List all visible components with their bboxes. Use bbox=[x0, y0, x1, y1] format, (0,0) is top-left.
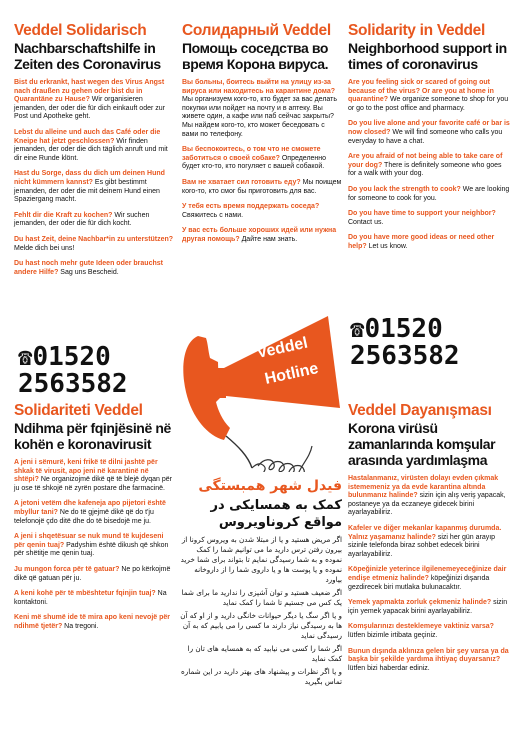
qa-item bbox=[348, 186, 510, 203]
question-text: Keni më shumë ide të mira apo keni nevojë për ndihmë tjetër? bbox=[14, 614, 170, 630]
english-section bbox=[348, 22, 510, 252]
phone-line1: 01520 bbox=[364, 314, 443, 344]
qa-item bbox=[14, 236, 174, 253]
answer-text: sizin için yemek yapacak birini ayarlayabiliriz. bbox=[348, 599, 508, 615]
english-title: Solidarity in Veddel bbox=[348, 22, 485, 39]
telephone-icon: ☎ bbox=[350, 315, 365, 343]
hotline-line2: Hotline bbox=[263, 360, 320, 388]
german-subtitle: Nachbarschaftshilfe in Zeiten des Coronavirus bbox=[14, 40, 161, 72]
answer-text: lütfen bizi haberdar ediniz. bbox=[348, 664, 430, 672]
question-text: Do you have more good ideas or need other help? bbox=[348, 234, 495, 250]
answer-text: Ne do të gjejmë dikë që do t'ju telefonojë çdo ditë dhe do të bisedojë me ju. bbox=[14, 508, 154, 525]
question-text: Hast du Sorge, dass du dich um deinen Hund nicht kümmern kannst? bbox=[14, 170, 165, 186]
question-text: A jeni i sëmurë, keni frikë të dilni jashtë për shkak të virusit, apo jeni në karantinë në shtëpi? bbox=[14, 459, 158, 484]
answer-text: Свяжитесь с нами. bbox=[182, 211, 244, 219]
phone-line2: 2563582 bbox=[350, 341, 460, 371]
question-text: Вы больны, боитесь выйти на улицу из-за вируса или находитесь на карантине дома? bbox=[182, 79, 336, 95]
russian-title: Солидарный Veddel bbox=[182, 22, 331, 39]
answer-text: Ne po kërkojmë dikë që gatuan për ju. bbox=[14, 565, 171, 582]
question-text: Вам не хватает сил готовить еду? bbox=[182, 178, 301, 186]
phone-line2: 2563582 bbox=[18, 369, 128, 399]
question-text: Bist du erkrankt, hast wegen des Virus Angst nach draußen zu gehen oder bist du in Quarantäne zu Hause? bbox=[14, 79, 165, 104]
qa-item bbox=[348, 623, 510, 640]
persian-section bbox=[180, 478, 342, 687]
answer-text: Contact us. bbox=[348, 218, 384, 226]
russian-items bbox=[182, 79, 342, 245]
question-text: У вас есть больше хороших идей или нужна другая помощь? bbox=[182, 227, 337, 243]
qa-item bbox=[182, 79, 342, 139]
answer-text: lütfen bizimle irtibata geçiniz. bbox=[348, 631, 438, 639]
qa-item bbox=[348, 120, 510, 146]
qa-item bbox=[182, 146, 342, 172]
turkish-subtitle: Korona virüsü zamanlarında komşular arasında yardımlaşma bbox=[348, 420, 496, 468]
qa-item bbox=[182, 179, 342, 196]
phone-number-left bbox=[18, 344, 128, 398]
turkish-title: Veddel Dayanışması bbox=[348, 402, 492, 419]
telephone-icon: ☎ bbox=[18, 343, 33, 371]
question-text: Kafeler ve diğer mekanlar kapanmış durumda. Yalnız yaşamanız halinde? bbox=[348, 524, 502, 541]
albanian-subtitle: Ndihma për fqinjësinë në kohën e koronavirusit bbox=[14, 420, 171, 452]
qa-item bbox=[348, 153, 510, 179]
question-text: Hastalanmanız, virüsten dolayı evden çıkmak istememeniz ya da evde karantina altında bulunmanız halinde? bbox=[348, 475, 499, 500]
qa-item bbox=[14, 212, 174, 229]
question-text: Bunun dışında aklınıza gelen bir şey varsa ya da başka bir şekilde yardıma ihtiyaç duyarsanız? bbox=[348, 647, 509, 664]
answer-text: sizin için alış veriş yapacak, postaneye ya da eczaneye gidecek birini ayarlayabiliriz. bbox=[348, 492, 506, 517]
qa-item bbox=[348, 525, 510, 559]
question-text: Are you afraid of not being able to take care of your dog? bbox=[348, 153, 503, 169]
question-text: Are you feeling sick or scared of going out because of the virus? Or are you at home in quarantine? bbox=[348, 79, 494, 104]
question-text: A jeni i shqetësuar se nuk mund të kujdeseni për qenin tuaj? bbox=[14, 533, 164, 549]
paragraph-text: و یا اگر نظرات و پیشنهاد های بهتر دارید در این شماره تماس بگیرید bbox=[181, 667, 342, 686]
russian-subtitle: Помощь соседства во время Корона вируса. bbox=[182, 40, 329, 72]
question-text: У тебя есть время поддержать соседа? bbox=[182, 203, 320, 211]
paragraph-text: اگر ضعیف هستید و توان آشپزی را ندارید ما برای شما یک کس می جستیم تا شما را کمک نماید bbox=[181, 588, 342, 607]
persian-title: فیدل شهر همبستگی bbox=[198, 478, 342, 494]
turkish-items bbox=[348, 475, 510, 673]
answer-text: Wir suchen jemanden, der oder die für dich kocht. bbox=[14, 211, 150, 228]
question-text: Do you lack the strength to cook? bbox=[348, 185, 461, 193]
qa-item bbox=[348, 599, 510, 616]
answer-text: Melde dich bei uns! bbox=[14, 244, 75, 252]
answer-text: Es gibt bestimmt jemanden, der oder die mit deinem Hund einen Spaziergang macht. bbox=[14, 178, 160, 204]
answer-text: Определенно будет кто-то, кто погуляет с вашей собакой. bbox=[182, 154, 327, 171]
question-text: Fehlt dir die Kraft zu kochen? bbox=[14, 211, 113, 219]
albanian-items bbox=[14, 459, 174, 632]
answer-text: Мы организуем кого-то, кто будет за вас делать покупки или пойдет на почту и в аптеку. Вы живете один, а кафе или паб сейчас закрыты? Мы найдем кого-то, кто может беседовать с вами по телефону. bbox=[182, 96, 338, 138]
answer-text: Na tregoni. bbox=[62, 622, 99, 630]
answer-text: Na kontaktoni. bbox=[14, 590, 167, 606]
answer-text: Padyshim është dikush që shkon për shëtitje me qenin tuaj. bbox=[14, 541, 169, 558]
question-text: Do you have time to support your neighbor? bbox=[348, 210, 496, 218]
question-text: Köpeğinizle yeterince ilgilenemeyeceğinize dair endişe etmeniz halinde? bbox=[348, 566, 507, 582]
question-text: Вы беспокоитесь, о том что не сможете заботиться о своей собаке? bbox=[182, 146, 321, 162]
paragraph-text: اگر شما را کسی می نیابید که به همسایه های تان را کمک نماید bbox=[187, 644, 342, 663]
qa-item bbox=[348, 566, 510, 592]
question-text: Lebst du alleine und auch das Café oder die Kneipe hat jetzt geschlossen? bbox=[14, 128, 161, 145]
question-text: A keni kohë për të mbështetur fqinjin tuaj? bbox=[14, 590, 156, 598]
qa-item bbox=[14, 500, 174, 526]
paragraph-text: اگر مریض هستید و یا از مبتلا شدن به ویروس کرونا از بیرون رفتن ترس دارید ما می توانیم شما را کمک نموده و به شما رسیدگی نمایم تا بتواند برای شما خرید نموده و یا پوست ها و یا داروی شما را از داروخانه بیاورد bbox=[180, 535, 342, 584]
qa-item bbox=[14, 129, 174, 163]
qa-item bbox=[14, 170, 174, 204]
qa-item bbox=[348, 234, 510, 251]
albanian-title: Solidariteti Veddel bbox=[14, 402, 143, 419]
qa-item bbox=[348, 210, 510, 227]
answer-text: We are looking for someone to cook for you. bbox=[348, 185, 510, 202]
answer-text: sizi her gün arayıp sizinle telefonda biraz sohbet edecek birini ayarlayabiliriz. bbox=[348, 533, 496, 558]
question-text: Yemek yapmakta zorluk çekmeniz halinde? bbox=[348, 599, 492, 607]
albanian-section bbox=[14, 402, 174, 632]
answer-text: There is definitely someone who goes for a walk with your dog. bbox=[348, 161, 502, 178]
question-text: Du hast Zeit, deine Nachbar*in zu unterstützen? bbox=[14, 235, 174, 243]
phone-number-right bbox=[350, 316, 460, 370]
qa-item bbox=[348, 475, 510, 518]
qa-item bbox=[14, 533, 174, 559]
answer-text: Дайте нам знать. bbox=[239, 235, 298, 243]
answer-text: Wir organisieren jemanden, der oder die für dich einkauft oder zur Post und Apotheke geht. bbox=[14, 96, 165, 121]
persian-subtitle: کمک به همسایکی در مواقع کروناویروس bbox=[210, 498, 342, 530]
phone-cord bbox=[258, 446, 312, 472]
qa-item bbox=[14, 79, 174, 122]
qa-item bbox=[14, 590, 174, 607]
answer-text: Let us know. bbox=[366, 242, 408, 250]
german-title: Veddel Solidarisch bbox=[14, 22, 147, 39]
turkish-section bbox=[348, 402, 510, 673]
answer-text: Ne organizojmë dikë që të blejë dyqan për ju ose të shkojë në zyrën postare dhe farmacinë. bbox=[14, 476, 172, 492]
answer-text: We will find someone who calls you everyday to have a chat. bbox=[348, 128, 503, 145]
english-subtitle: Neighborhood support in times of coronavirus bbox=[348, 40, 507, 72]
answer-text: Wir finden jemanden, der oder die dich täglich anruft und mit dir eine Runde klönt. bbox=[14, 137, 168, 162]
hotline-line1: Veddel bbox=[255, 334, 310, 362]
english-items bbox=[348, 79, 510, 252]
qa-item bbox=[182, 203, 342, 220]
qa-item bbox=[14, 260, 174, 277]
paragraph-text: و یا اگر سگ یا دیگر حیوانات خانگی دارید و از او که آن ها به رسیدگی نیاز دارند ما کسی را می یابیم که به آن رسیدگی نماید bbox=[180, 611, 342, 640]
qa-item bbox=[14, 566, 174, 583]
question-text: Ju mungon forca për të gatuar? bbox=[14, 565, 120, 573]
question-text: A jetoni vetëm dhe kafeneja apo pijetori është mbyllur tani? bbox=[14, 500, 166, 516]
answer-text: köpeğinizi dışarıda gezdirecek biri mutlaka bulunacaktır. bbox=[348, 574, 490, 591]
hotline-graphic bbox=[178, 296, 346, 472]
answer-text: We organize someone to shop for you or go to the post office and pharmacy. bbox=[348, 96, 509, 112]
persian-paragraphs bbox=[180, 535, 342, 687]
qa-item bbox=[348, 648, 510, 674]
qa-item bbox=[14, 459, 174, 493]
question-text: Du hast noch mehr gute Ideen oder brauchst andere Hilfe? bbox=[14, 260, 163, 276]
german-section bbox=[14, 22, 174, 277]
answer-text: Мы поищем кого-то, кто смог бы приготовить для вас. bbox=[182, 178, 342, 195]
qa-item bbox=[14, 614, 174, 631]
qa-item bbox=[348, 79, 510, 113]
question-text: Komşularınızı desteklemeye vaktiniz varsa? bbox=[348, 623, 494, 631]
question-text: Do you live alone and your favorite café or bar is now closed? bbox=[348, 120, 510, 136]
qa-item bbox=[182, 227, 342, 244]
phone-line1: 01520 bbox=[32, 342, 111, 372]
answer-text: Sag uns Bescheid. bbox=[58, 268, 119, 276]
russian-section bbox=[182, 22, 342, 245]
german-items bbox=[14, 79, 174, 277]
